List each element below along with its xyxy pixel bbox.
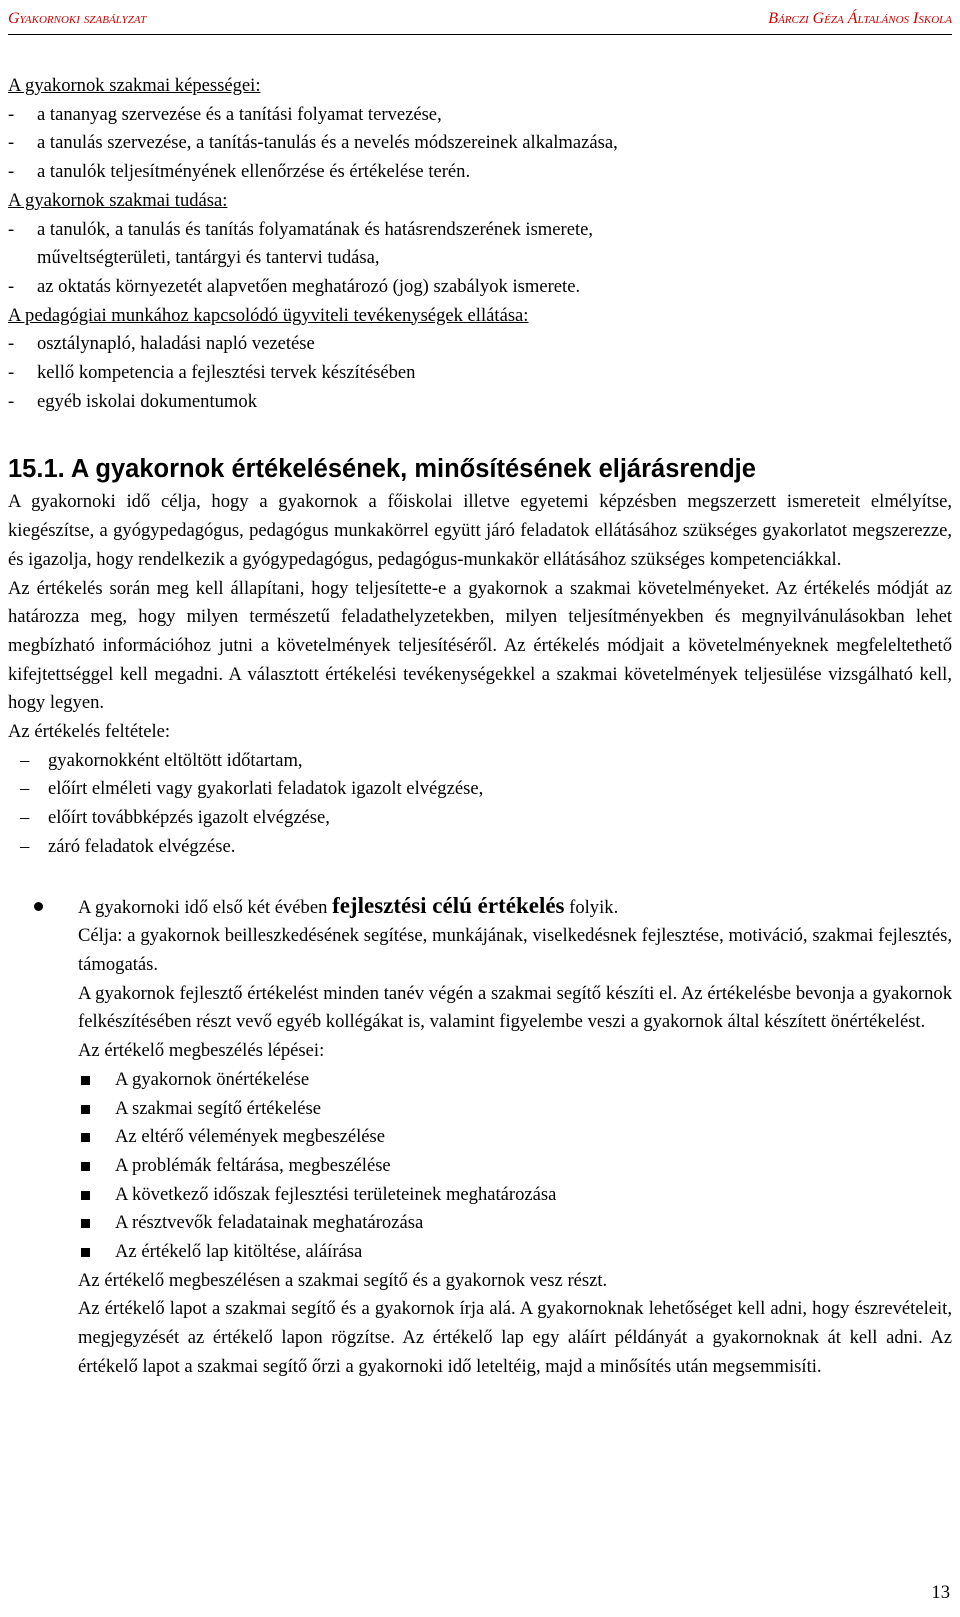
dash-marker: -: [8, 390, 15, 412]
page-header: [8, 4, 952, 35]
admin-section: [8, 302, 952, 417]
endash-marker: –: [20, 778, 30, 800]
endash-marker: –: [20, 749, 30, 771]
endash-marker: –: [20, 835, 30, 857]
list-item-text: A problémák feltárása, megbeszélése: [115, 1154, 391, 1176]
list-item-text: Az értékelő lap kitöltése, aláírása: [115, 1241, 363, 1263]
dash-marker: -: [8, 362, 15, 384]
dash-marker: -: [8, 103, 15, 125]
list-item-text: az oktatás környezetét alapvetően meghatározó (jog) szabályok ismerete.: [37, 275, 581, 297]
list-item: [8, 129, 952, 158]
list-item: [8, 388, 952, 417]
list-item-text: előírt elméleti vagy gyakorlati feladatok igazolt elvégzése,: [48, 778, 484, 800]
list-item-text: Az eltérő vélemények megbeszélése: [115, 1126, 385, 1148]
list-item-text: osztálynapló, haladási napló vezetése: [37, 333, 315, 355]
bullet-intro-bold: fejlesztési célú értékelés: [332, 892, 565, 918]
endash-marker: –: [20, 807, 30, 829]
skills-section: [8, 72, 952, 187]
list-item: [8, 273, 952, 302]
square-bullet-icon: [81, 1076, 90, 1085]
document-body: [8, 72, 952, 1382]
list-item-text: előírt továbbképzés igazolt elvégzése,: [48, 807, 330, 829]
skills-title: A gyakornok szakmai képességei:: [8, 75, 261, 96]
list-item-text: egyéb iskolai dokumentumok: [37, 390, 257, 412]
list-item: [8, 216, 952, 245]
list-item: [78, 1095, 952, 1124]
list-item-text: A szakmai segítő értékelése: [115, 1097, 322, 1119]
section-heading: 15.1. A gyakornok értékelésének, minősítésének eljárásrendje: [8, 455, 756, 484]
development-evaluation-block: [8, 892, 952, 1382]
list-item: [8, 775, 952, 804]
list-item: [8, 747, 952, 776]
list-item: [78, 1123, 952, 1152]
list-item: [8, 359, 952, 388]
list-item-text: a tananyag szervezése és a tanítási folyamat tervezése,: [37, 103, 442, 125]
list-item-continuation: műveltségterületi, tantárgyi és tantervi tudása,: [37, 247, 380, 269]
bullet-icon: [34, 902, 43, 911]
list-item: [8, 158, 952, 187]
square-bullet-icon: [81, 1191, 90, 1200]
admin-title: A pedagógiai munkához kapcsolódó ügyviteli tevékenységek ellátása:: [8, 304, 529, 326]
list-item-text: A következő időszak fejlesztési területeinek meghatározása: [115, 1183, 557, 1205]
list-item-text: a tanulók teljesítményének ellenőrzése és értékelése terén.: [37, 161, 471, 183]
list-item-text: gyakornokként eltöltött időtartam,: [48, 749, 303, 771]
dash-marker: -: [8, 132, 15, 154]
square-bullet-icon: [81, 1219, 90, 1228]
participants-paragraph: Az értékelő megbeszélésen a szakmai segítő és a gyakornok vesz részt.: [78, 1269, 608, 1291]
dash-marker: -: [8, 333, 15, 355]
square-bullet-icon: [81, 1105, 90, 1114]
list-item: [8, 101, 952, 130]
dash-marker: -: [8, 275, 15, 297]
conditions-title: Az értékelés feltétele:: [8, 721, 171, 743]
evaluation-paragraph: Az értékelés során meg kell állapítani, hogy teljesítette-e a gyakornok a szakmai követelményeket. Az értékelés módját az határozza meg, hogy milyen természetű feladathelyzetekben, milyen teljesítményekben és megnyilvánulásokban lehet megbízható információhoz jutni a követelmények teljesítéséről. Az értékelés módjait a követelményeknek megfeleltethető kifejtettséggel kell megadni. A választott értékelési tevékenységekkel a szakmai követelmények teljesülése vizsgálható kell, hogy legyen.: [8, 577, 952, 714]
list-item: [78, 1152, 952, 1181]
square-bullet-icon: [81, 1162, 90, 1171]
dash-marker: -: [8, 161, 15, 183]
square-bullet-icon: [81, 1133, 90, 1142]
steps-title: Az értékelő megbeszélés lépései:: [78, 1040, 325, 1062]
goal-paragraph: Célja: a gyakornok beilleszkedésének segítése, munkájának, viselkedésnek fejlesztése, motiváció, szakmai fejlesztés, támogatás.: [78, 925, 952, 975]
page-number: 13: [931, 1582, 950, 1603]
list-item: [78, 1066, 952, 1095]
bullet-intro: [78, 892, 952, 923]
list-item-text: kellő kompetencia a fejlesztési tervek készítésében: [37, 362, 416, 384]
bullet-intro-before: A gyakornoki idő első két évében: [78, 896, 333, 918]
list-item: [78, 1209, 952, 1238]
list-item-text: A résztvevők feladatainak meghatározása: [115, 1212, 424, 1234]
purpose-paragraph: A gyakornoki idő célja, hogy a gyakornok a főiskolai illetve egyetemi képzésben megszerzett ismereteit elmélyítse, kiegészítse, a gyógypedagógus, pedagógus munkakörrel együtt járó feladatok ellátásához szükséges gyakorlatot megszerezze, és igazolja, hogy rendelkezik a gyógypedagógus, pedagógus-munkakör ellátásához szükséges kompetenciákkal.: [8, 491, 952, 570]
mentor-evaluation-paragraph: A gyakornok fejlesztő értékelést minden tanév végén a szakmai segítő készíti el. Az értékelésbe bevonja a gyakornok felkészítésében részt vevő egyéb kollégákat is, valamint figyelembe veszi a gyakornok által készített önértékelést.: [78, 982, 952, 1033]
list-item: [8, 833, 952, 862]
knowledge-section: [8, 187, 952, 302]
square-bullet-icon: [81, 1248, 90, 1257]
list-item-text: A gyakornok önértékelése: [115, 1068, 310, 1090]
header-document-title: Gyakornoki szabályzat: [8, 10, 147, 27]
list-item: [78, 1238, 952, 1267]
header-school-name: Bárczi Géza Általános Iskola: [768, 10, 952, 27]
list-item: [8, 330, 952, 359]
list-item-text: a tanulók, a tanulás és tanítás folyamatának és hatásrendszerének ismerete,: [37, 218, 594, 240]
list-item: [78, 1181, 952, 1210]
knowledge-title: A gyakornok szakmai tudása:: [8, 189, 228, 211]
bullet-intro-after: folyik.: [564, 896, 619, 918]
closing-paragraph: Az értékelő lapot a szakmai segítő és a gyakornok írja alá. A gyakornoknak lehetőséget kell adni, hogy észrevételeit, megjegyzését az értékelő lapon rögzítse. Az értékelő lap egy aláírt példányát a gyakornoknak át kell adni. Az értékelő lapot a szakmai segítő őrzi a gyakornoki idő leteltéig, majd a minősítés után megsemmisíti.: [78, 1298, 952, 1377]
list-item-text: a tanulás szervezése, a tanítás-tanulás és a nevelés módszereinek alkalmazása,: [37, 132, 618, 154]
list-item-text: záró feladatok elvégzése.: [48, 835, 236, 857]
list-item: [8, 804, 952, 833]
dash-marker: -: [8, 218, 15, 240]
